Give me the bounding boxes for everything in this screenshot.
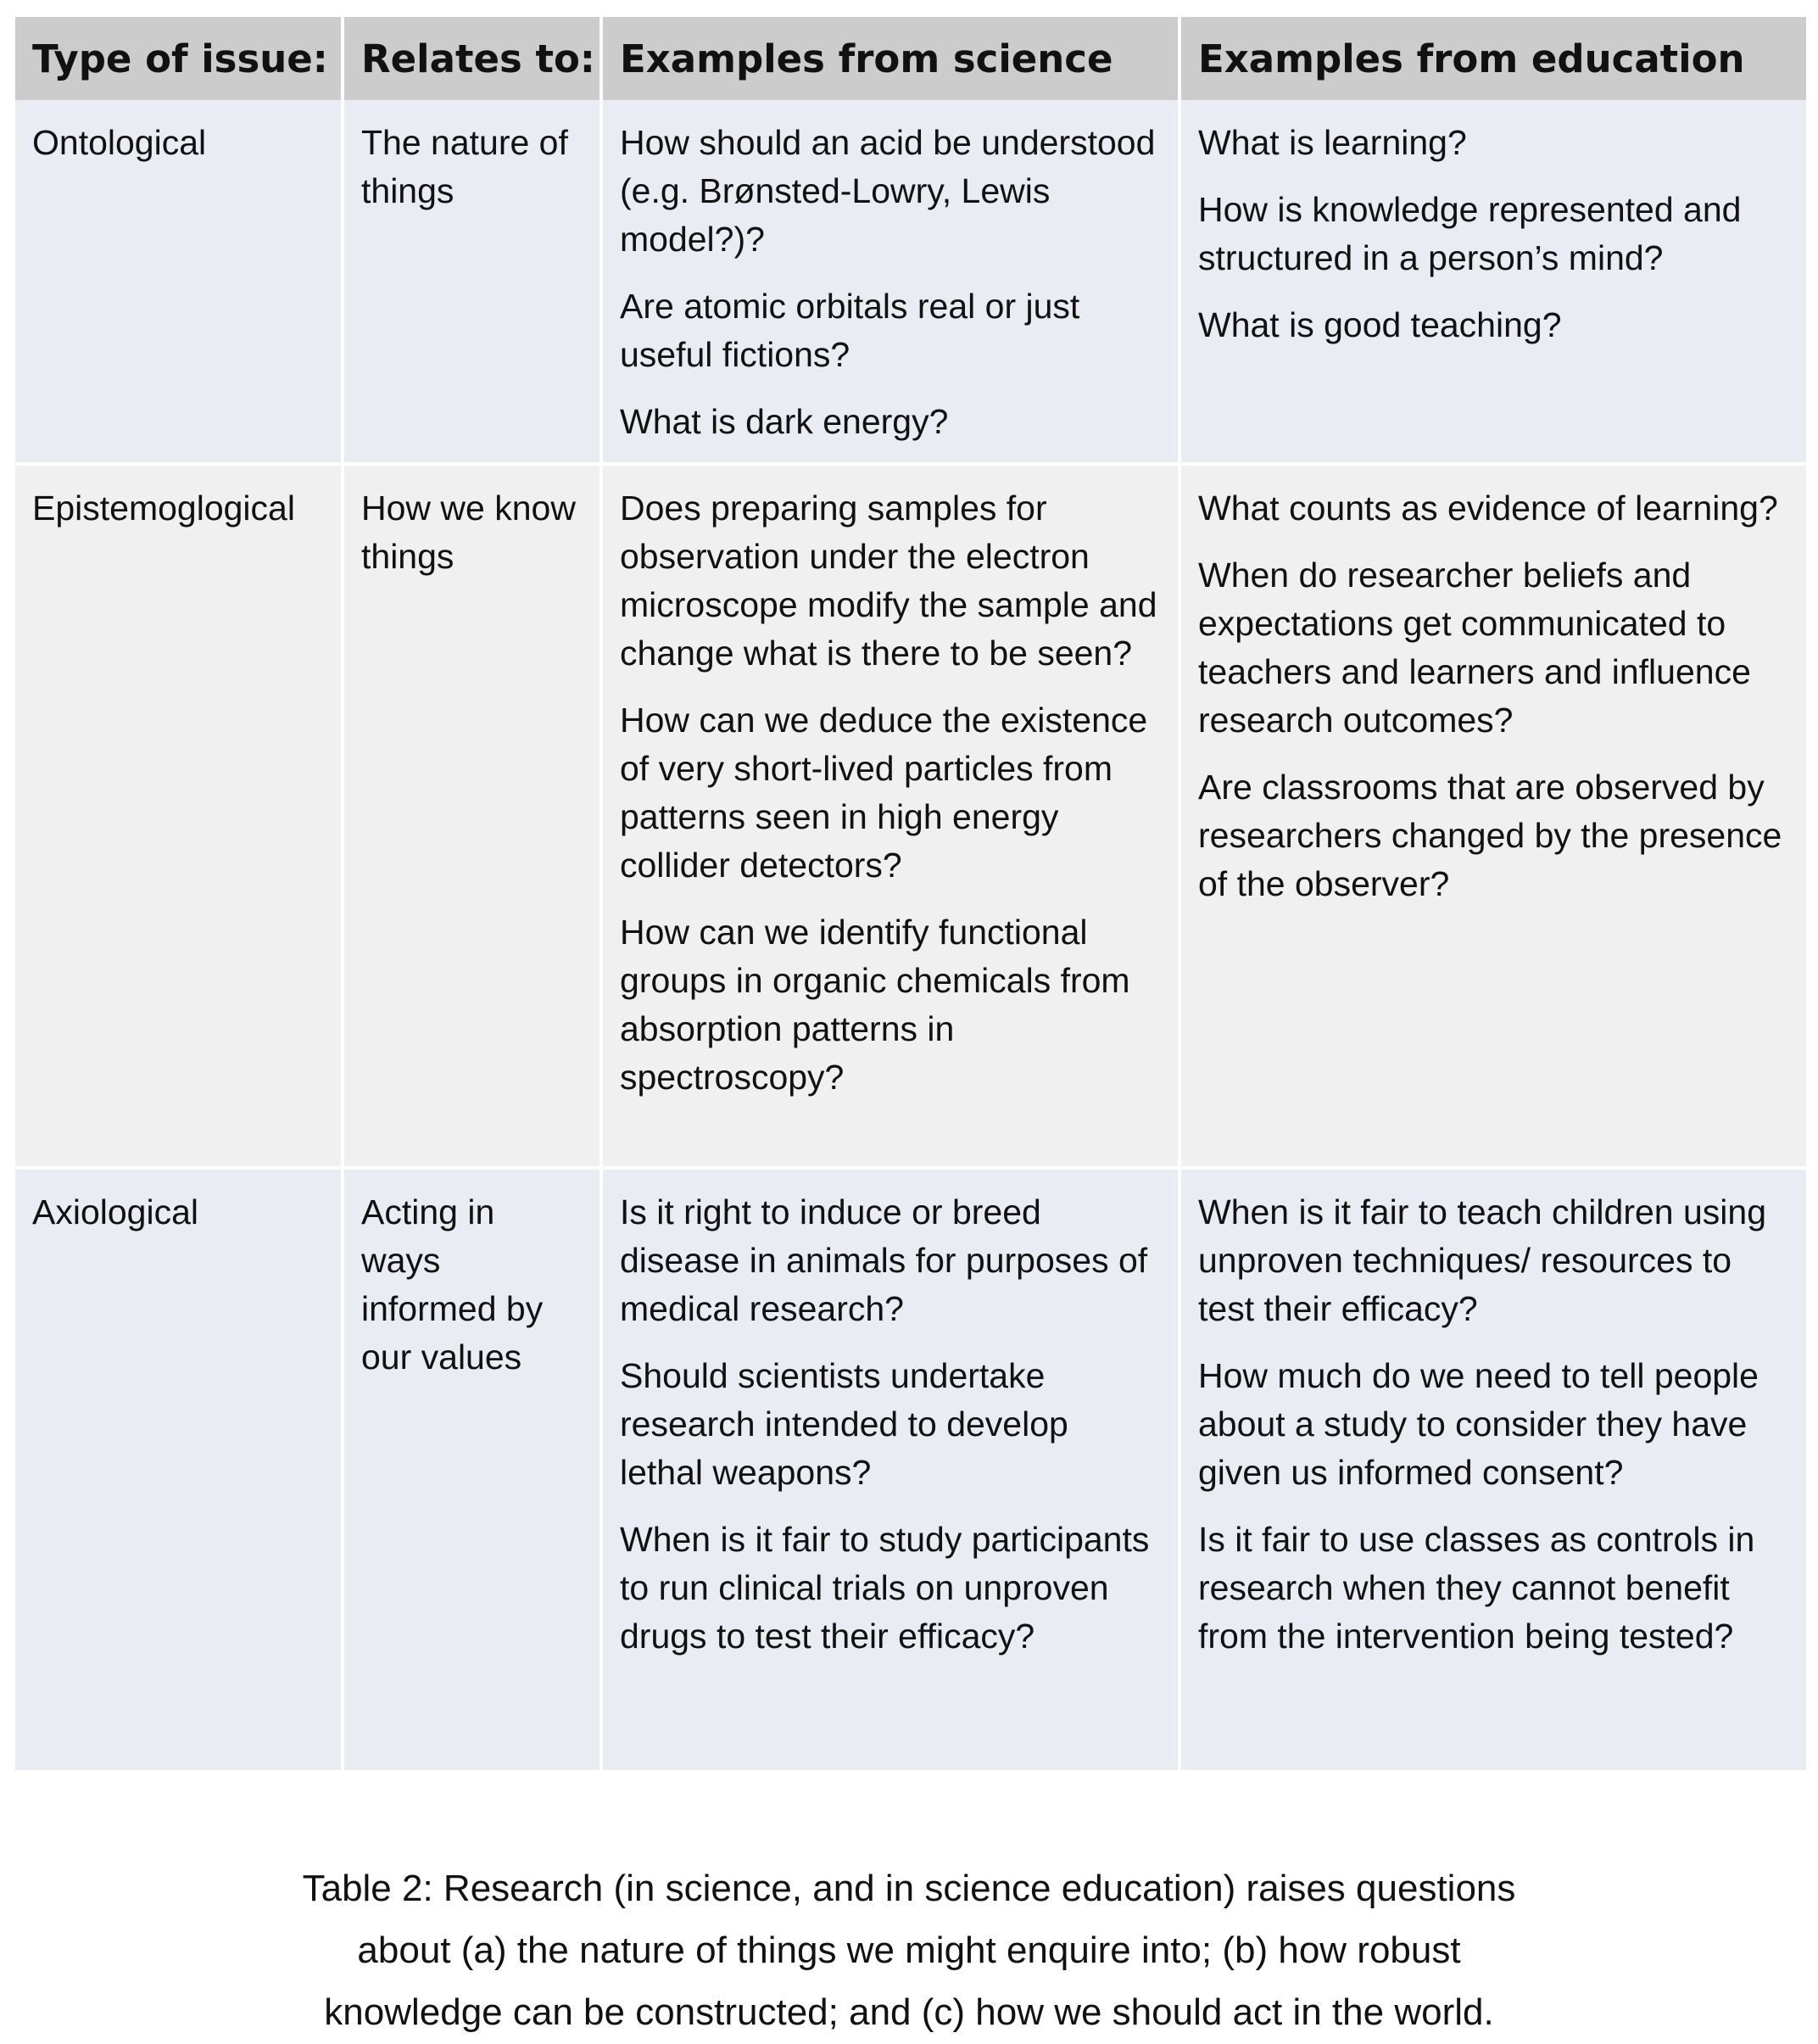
cell-type: Axiological — [15, 1168, 343, 1772]
header-examples-science: Examples from science — [601, 17, 1179, 100]
education-question: Are classrooms that are observed by researchers changed by the presence of the observer? — [1198, 768, 1782, 903]
science-question: How can we identify functional groups in organic chemicals from absorption patterns in spectroscopy? — [620, 913, 1130, 1097]
science-question: Does preparing samples for observation under the electron microscope modify the sample and change what is there to be seen? — [620, 489, 1157, 673]
cell-science — [601, 1168, 1179, 1772]
table-row-epistemological — [15, 464, 1806, 1168]
science-question: Is it right to induce or breed disease in animals for purposes of medical research? — [620, 1192, 1148, 1328]
header-type-of-issue: Type of issue: — [15, 17, 343, 100]
science-question: How should an acid be understood (e.g. Brønsted-Lowry, Lewis model?)? — [620, 123, 1156, 259]
education-question: When do researcher beliefs and expectations get communicated to teachers and learners and influence research outcomes? — [1198, 556, 1751, 740]
cell-science — [601, 100, 1179, 464]
cell-education — [1179, 100, 1806, 464]
cell-education — [1179, 464, 1806, 1168]
cell-education — [1179, 1168, 1806, 1772]
issues-table — [15, 17, 1806, 1773]
cell-type: Epistemoglogical — [15, 464, 343, 1168]
science-question: When is it fair to study participants to run clinical trials on unproven drugs to test their efficacy? — [620, 1520, 1150, 1656]
caption-line: about (a) the nature of things we might enquire into; (b) how robust — [357, 1930, 1461, 1971]
table-row-axiological — [15, 1168, 1806, 1772]
header-relates-to: Relates to: — [343, 17, 601, 100]
table-caption — [170, 1857, 1648, 2043]
caption-line: knowledge can be constructed; and (c) how we should act in the world. — [324, 1991, 1494, 2033]
cell-science — [601, 464, 1179, 1168]
cell-relates: Acting in ways informed by our values — [343, 1168, 601, 1772]
science-question: Should scientists undertake research intended to develop lethal weapons? — [620, 1356, 1068, 1492]
table-row-ontological — [15, 100, 1806, 464]
cell-relates: How we know things — [343, 464, 601, 1168]
science-question: Are atomic orbitals real or just useful fictions? — [620, 287, 1080, 374]
education-question: When is it fair to teach children using unproven techniques/ resources to test their efficacy? — [1198, 1192, 1766, 1328]
education-question: Is it fair to use classes as controls in research when they cannot benefit from the intervention being tested? — [1198, 1520, 1755, 1656]
cell-relates: The nature of things — [343, 100, 601, 464]
science-question: What is dark energy? — [620, 402, 949, 441]
education-question: What counts as evidence of learning? — [1198, 489, 1778, 528]
caption-line: Table 2: Research (in science, and in science education) raises questions — [302, 1868, 1516, 1909]
header-examples-education: Examples from education — [1179, 17, 1806, 100]
education-question: How is knowledge represented and structured in a person’s mind? — [1198, 190, 1742, 277]
education-question: What is good teaching? — [1198, 305, 1562, 344]
education-question: How much do we need to tell people about a study to consider they have given us informed consent? — [1198, 1356, 1759, 1492]
education-question: What is learning? — [1198, 123, 1467, 162]
header-row — [15, 17, 1806, 100]
cell-type: Ontological — [15, 100, 343, 464]
science-question: How can we deduce the existence of very short-lived particles from patterns seen in high energy collider detectors? — [620, 701, 1148, 885]
